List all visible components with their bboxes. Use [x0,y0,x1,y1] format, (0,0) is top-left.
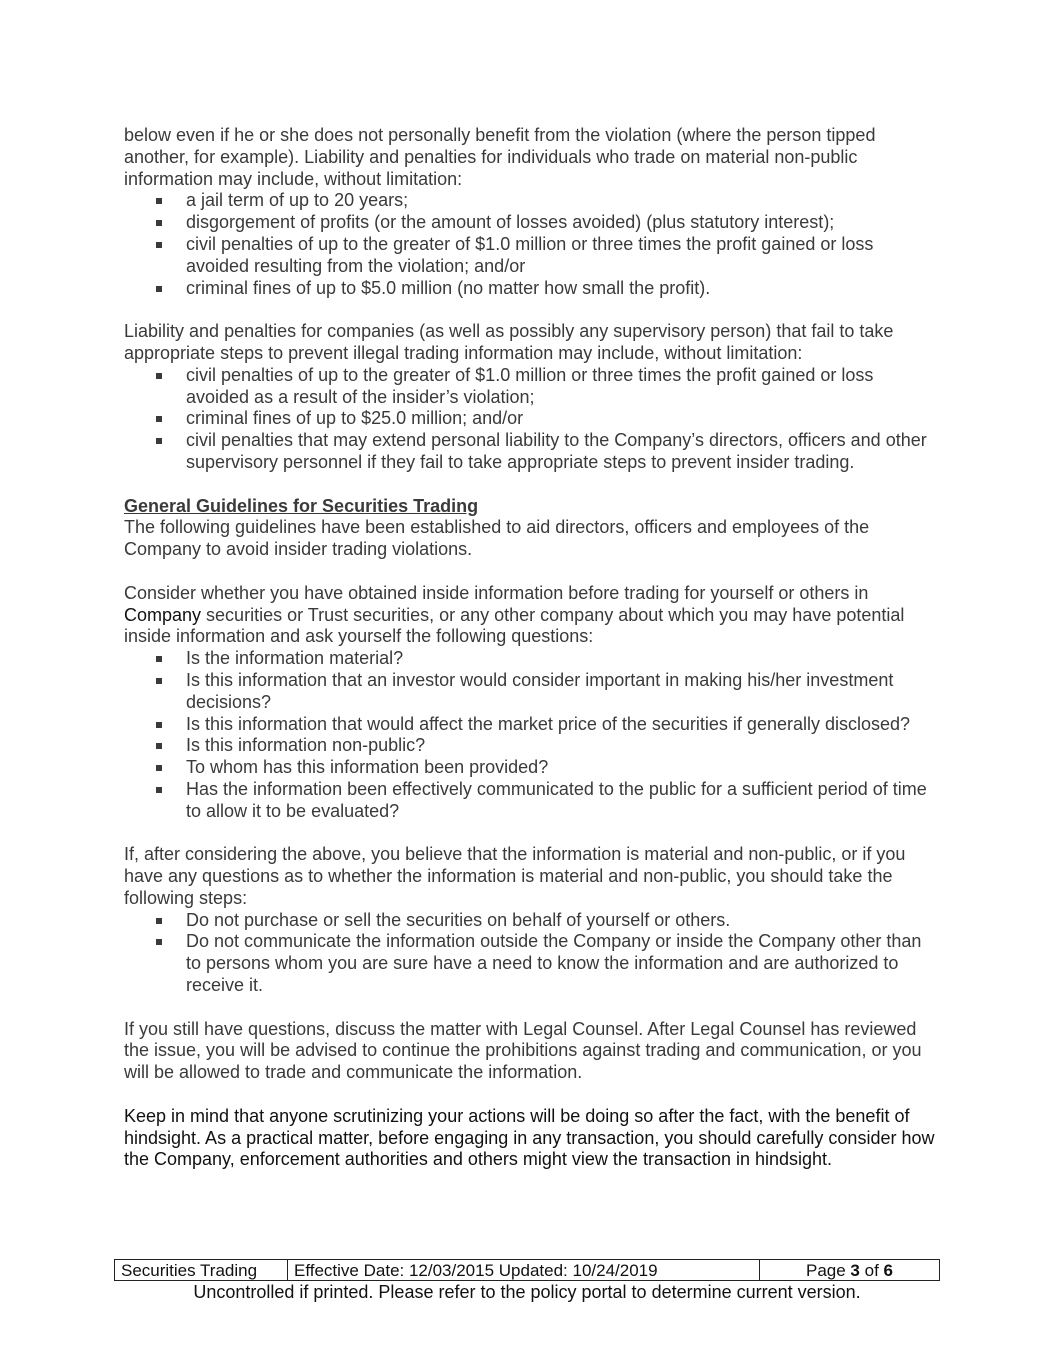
square-bullet-icon [156,918,162,924]
legal-counsel-paragraph: If you still have questions, discuss the matter with Legal Counsel. After Legal Counsel has reviewed the issue, you will be advised to continue the prohibitions against trading and communication, or you will be allowed to trade and communicate the information. [124,1018,922,1083]
list-item: Do not communicate the information outside the Company or inside the Company other than to persons whom you are sure have a need to know the information and are authorized to receive it. [186,931,939,996]
square-bullet-icon [156,678,162,684]
footer-dates: Effective Date: 12/03/2015 Updated: 10/24/2019 [288,1260,760,1281]
square-bullet-icon [156,787,162,793]
square-bullet-icon [156,198,162,204]
list-item: a jail term of up to 20 years; [186,190,939,212]
company-penalties-paragraph: Liability and penalties for companies (as well as possibly any supervisory person) that fail to take appropriate steps to prevent illegal trading information may include, without limitation: [124,321,894,363]
footer-doc-title: Securities Trading [115,1260,288,1281]
list-item: criminal fines of up to $5.0 million (no matter how small the profit). [186,278,939,300]
square-bullet-icon [156,220,162,226]
square-bullet-icon [156,242,162,248]
list-item: Is this information that an investor would consider important in making his/her investment decisions? [186,670,939,714]
list-item: Is the information material? [186,648,939,670]
square-bullet-icon [156,656,162,662]
steps-paragraph: If, after considering the above, you believe that the information is material and non-public, or if you have any questions as to whether the information is material and non-public, you should take the following steps: [124,844,906,908]
list-item: civil penalties of up to the greater of $1.0 million or three times the profit gained or loss avoided as a result of the insider’s violation; [186,365,939,409]
list-item: Do not purchase or sell the securities on behalf of yourself or others. [186,910,939,932]
list-item: To whom has this information been provided? [186,757,939,779]
consider-paragraph: Consider whether you have obtained inside information before trading for yourself or others in Company securities or Trust securities, or any other company about which you may have potential inside information and ask yourself the following questions: [124,582,905,647]
square-bullet-icon [156,743,162,749]
square-bullet-icon [156,286,162,292]
individual-penalties-list [124,190,939,299]
list-item: Has the information been effectively communicated to the public for a sufficient period of time to allow it to be evaluated? [186,779,939,823]
section-heading: General Guidelines for Securities Trading [124,495,479,516]
hindsight-paragraph: Keep in mind that anyone scrutinizing your actions will be doing so after the fact, with the benefit of hindsight. As a practical matter, before engaging in any transaction, you should carefully consider how the Company, enforcement authorities and others might view the transaction in hindsight. [124,1105,935,1170]
list-item: Is this information non-public? [186,735,939,757]
square-bullet-icon [156,722,162,728]
list-item: Is this information that would affect the market price of the securities if generally disclosed? [186,714,939,736]
list-item: civil penalties of up to the greater of $1.0 million or three times the profit gained or loss avoided resulting from the violation; and/or [186,234,939,278]
steps-list [124,910,939,997]
square-bullet-icon [156,416,162,422]
list-item: criminal fines of up to $25.0 million; and/or [186,408,939,430]
guidelines-intro-paragraph: The following guidelines have been established to aid directors, officers and employees of the Company to avoid insider trading violations. [124,517,870,560]
square-bullet-icon [156,438,162,444]
questions-list [124,648,939,822]
list-item: civil penalties that may extend personal liability to the Company’s directors, officers and other supervisory personnel if they fail to take appropriate steps to prevent insider trading. [186,430,939,474]
document-body [124,125,939,1171]
square-bullet-icon [156,373,162,379]
footer-note: Uncontrolled if printed. Please refer to the policy portal to determine current version. [193,1282,861,1302]
list-item: disgorgement of profits (or the amount of losses avoided) (plus statutory interest); [186,212,939,234]
footer-table [114,1259,940,1281]
footer-page-number: Page 3 of 6 [760,1260,940,1281]
table-row [115,1260,940,1281]
square-bullet-icon [156,939,162,945]
square-bullet-icon [156,765,162,771]
company-penalties-list [124,365,939,474]
intro-paragraph: below even if he or she does not personally benefit from the violation (where the person tipped another, for example). Liability and penalties for individuals who trade on material non-public information may include, without limitation: [124,125,876,189]
